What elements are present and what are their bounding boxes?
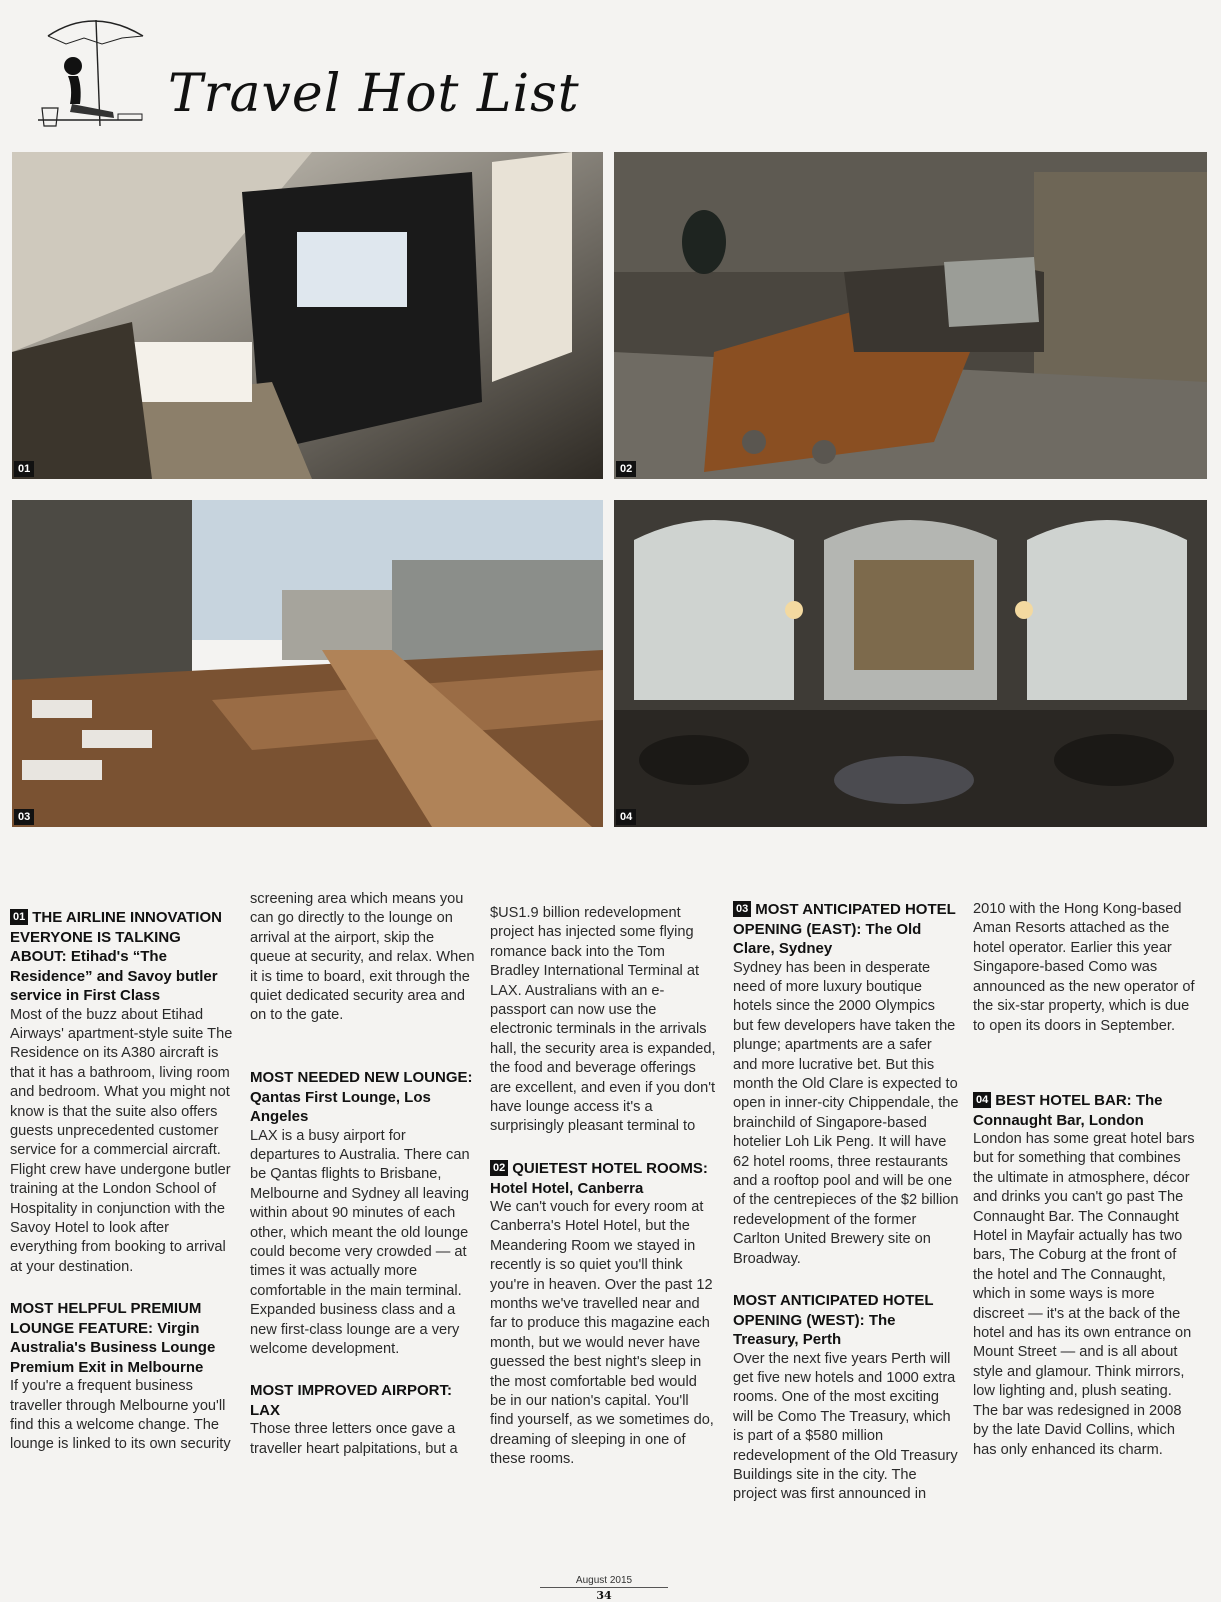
photo-etihad-residence (12, 152, 603, 479)
page-title: Travel Hot List (168, 64, 580, 124)
section-heading-sub: Virgin Australia's Business Lounge Premium Exit in Melbourne (10, 1319, 216, 1376)
section-heading-sub: The Connaught Bar, London (973, 1092, 1163, 1129)
section-airline-innovation (10, 908, 236, 1277)
text-column-5 (973, 900, 1199, 1460)
section-heading-sub: Qantas First Lounge, Los Angeles (250, 1088, 431, 1125)
section-number-badge: 01 (10, 909, 28, 925)
section-best-bar (973, 1091, 1199, 1460)
section-body-continued: 2010 with the Hong Kong-based Aman Resorts attached as the hotel operator. Earlier this year Singapore-based Como was announced as the new operator of the six-star property, which is due to open its doors in September. (973, 901, 1195, 1034)
page-header (18, 8, 580, 138)
section-number-badge: 03 (733, 901, 751, 917)
section-heading-caps: BEST HOTEL BAR: (995, 1092, 1132, 1109)
sunbather-illustration (18, 8, 158, 138)
section-anticipated-west (733, 1291, 959, 1506)
section-heading (973, 1091, 1199, 1130)
section-body-continued: screening area which means you can go directly to the lounge on arrival at the airport, skip the queue at security, and relax. When it is time to board, exit through the quiet dedicated security area and on to the gate. (250, 891, 475, 1024)
section-heading-caps: MOST HELPFUL PREMIUM LOUNGE FEATURE: (10, 1300, 202, 1337)
section-heading (733, 1291, 959, 1350)
photo-number-badge: 01 (14, 461, 34, 477)
section-heading-caps: MOST IMPROVED AIRPORT: (250, 1382, 452, 1400)
text-column-1 (10, 908, 236, 1455)
page-footer (540, 1575, 668, 1602)
section-heading-caps: MOST NEEDED NEW LOUNGE: (250, 1069, 473, 1086)
section-body: LAX is a busy airport for departures to Australia. There can be Qantas flights to Brisbane, Melbourne and Sydney all leaving within about 90 minutes of each other, which meant the old lounge could become very crowded — at times it was actually more comfortable in the main terminal. Expanded business class and a new first-class lounge are a very welcome development. (250, 1127, 470, 1357)
section-heading (10, 1299, 236, 1377)
section-heading-sub: Etihad's “The Residence” and Savoy butler service in First Class (10, 948, 218, 1004)
photo-connaught-bar (614, 500, 1207, 827)
section-heading-sub: LAX (250, 1401, 280, 1419)
section-premium-lounge (10, 1299, 236, 1455)
section-new-lounge (250, 1068, 476, 1359)
section-heading-sub: The Treasury, Perth (733, 1311, 896, 1348)
section-improved-airport (250, 1381, 476, 1459)
photo-04-image (614, 500, 1207, 827)
section-heading (250, 1381, 476, 1420)
section-body: We can't vouch for every room at Canberra's Hotel Hotel, but the Meandering Room we stayed in recently is so quiet you'll think you're in heaven. Over the past 12 months we've travelled near and far to produce this magazine each month, but we would never have guessed the best night's sleep in the most comfortable bed would be in our nation's capital. You'll find yourself, as we sometimes do, dreaming of sleeping in one of these rooms. (490, 1199, 714, 1468)
section-number-badge: 02 (490, 1160, 508, 1176)
page-number: 34 (596, 1589, 612, 1602)
continued-text (490, 904, 716, 1137)
photo-01-image (12, 152, 603, 479)
section-heading-caps: MOST ANTICIPATED HOTEL OPENING (WEST): (733, 1292, 934, 1329)
photo-old-clare-rooftop (12, 500, 603, 827)
section-heading-sub: Hotel Hotel, Canberra (490, 1179, 644, 1197)
photo-hotel-hotel (614, 152, 1207, 479)
photo-number-badge: 02 (616, 461, 636, 477)
section-number-badge: 04 (973, 1092, 991, 1108)
section-body: London has some great hotel bars but for something that combines the ultimate in atmosphere, décor and drinks you can't go past The Connaught Bar. The Connaught Hotel in Mayfair actually has two bars, The Coburg at the front of the hotel and The Connaught, which in some ways is more discreet — it's at the back of the hotel and has its own entrance on Mount Street — and is all about style and glamour. Think mirrors, low lighting and, plush seating. The bar was redesigned in 2008 by the late David Collins, which has only enhanced its charm. (973, 1131, 1195, 1458)
photo-number-badge: 04 (616, 809, 636, 825)
section-heading (490, 1159, 716, 1198)
section-heading-sub: The Old Clare, Sydney (733, 920, 922, 957)
photo-02-image (614, 152, 1207, 479)
section-body: Those three letters once gave a traveller heart palpitations, but a (250, 1421, 458, 1457)
section-heading-caps: THE AIRLINE INNOVATION EVERYONE IS TALKING ABOUT: (10, 909, 222, 965)
photo-number-badge: 03 (14, 809, 34, 825)
issue-date: August 2015 (540, 1575, 668, 1588)
text-column-3 (490, 904, 716, 1470)
section-heading (250, 1068, 476, 1127)
section-quietest-rooms (490, 1159, 716, 1470)
continued-text (250, 890, 476, 1046)
section-anticipated-east (733, 900, 959, 1269)
text-column-4 (733, 900, 959, 1506)
text-column-2 (250, 890, 476, 1459)
section-heading-caps: MOST ANTICIPATED HOTEL OPENING (EAST): (733, 901, 956, 938)
section-body: Most of the buzz about Etihad Airways' apartment-style suite The Residence on its A380 aircraft is that it has a bathroom, living room and bedroom. What you might not know is that the suite also offers guests unprecedented customer service for a commercial aircraft. Flight crew have undergone butler training at the London School of Hospitality in conjunction with the Savoy Hotel to look after everything from booking to arrival at your destination. (10, 1006, 233, 1275)
section-heading-caps: QUIETEST HOTEL ROOMS: (512, 1160, 708, 1177)
continued-text (973, 900, 1199, 1075)
section-heading (733, 900, 959, 959)
section-body: Over the next five years Perth will get five new hotels and 1000 extra rooms. One of the most exciting will be Como The Treasury, which is part of a $580 million redevelopment of the Old Treasury Buildings site in the city. The project was first announced in (733, 1350, 958, 1503)
section-heading (10, 908, 236, 1006)
section-body: If you're a frequent business traveller through Melbourne you'll find this a welcome change. The lounge is linked to its own security (10, 1378, 231, 1453)
photo-03-image (12, 500, 603, 827)
section-body: Sydney has been in desperate need of more luxury boutique hotels since the 2000 Olympics but few developers have taken the plunge; apartments are a safer and more lucrative bet. But this month the Old Clare is expected to open in inner-city Chippendale, the brainchild of Singapore-based hotelier Loh Lik Peng. It will have 62 hotel rooms, three restaurants and a rooftop pool and will be one of the centrepieces of the $2 billion redevelopment of the former Carlton United Brewery site on Broadway. (733, 959, 959, 1267)
section-body-continued: $US1.9 billion redevelopment project has injected some flying romance back into the Tom Bradley International Terminal at LAX. Australians with an e-passport can now use the electronic terminals in the arrivals hall, the security area is expanded, the food and beverage offerings are excellent, and even if you don't have lounge access it's a surprisingly pleasant terminal to (490, 905, 716, 1135)
